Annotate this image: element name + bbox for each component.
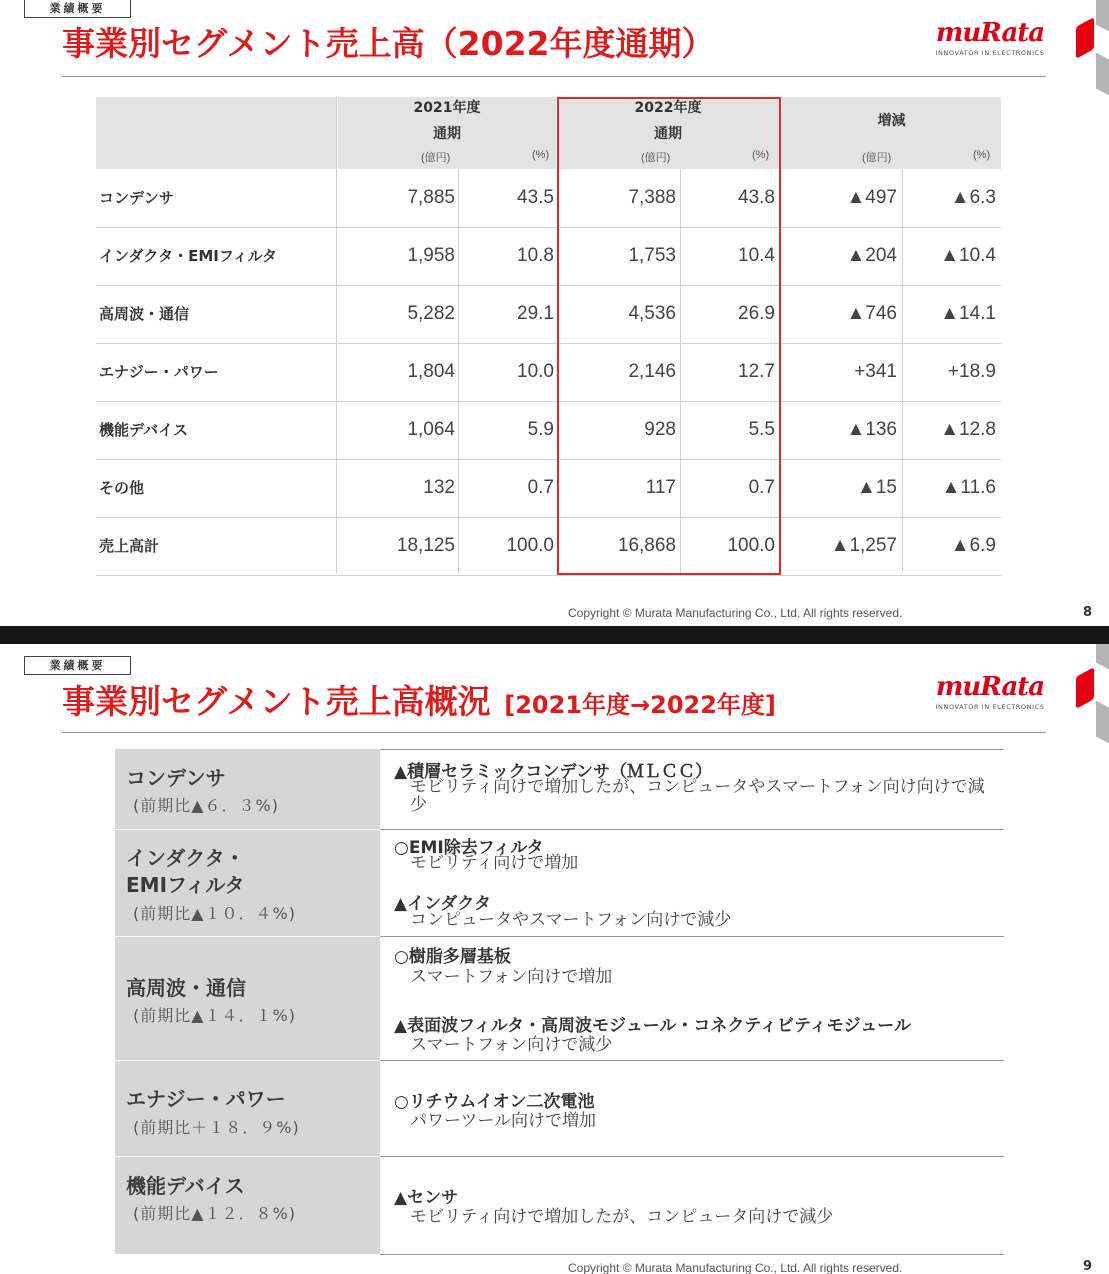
segment-yoy: (前期比▲１２．８%)	[133, 1204, 296, 1223]
section-tag: 業績概要	[24, 0, 131, 18]
section-tag: 業績概要	[24, 656, 131, 675]
product-description: パワーツール向けで増加	[410, 1111, 596, 1131]
slide-segment-overview	[0, 644, 1109, 1274]
product-description: モビリティ向けで増加したが、コンピュータ向けで減少	[410, 1207, 834, 1227]
segment-yoy: (前期比＋１８．９%)	[133, 1118, 300, 1137]
unit-label: (億円)	[421, 152, 451, 164]
product-heading: ○EMI除去フィルタ	[394, 838, 544, 858]
table-row-total: 売上高計 18,125 100.0 16,868 100.0 ▲1,257 ▲6.9	[96, 517, 1001, 576]
corner-decoration	[1076, 0, 1109, 100]
table-row: インダクタ・EMIフィルタ 1,958 10.8 1,753 10.4 ▲204 ▲10.4	[96, 227, 1001, 286]
header-fy2022: 2022年度 通期	[634, 100, 702, 142]
fy2022-highlight-box	[557, 97, 781, 575]
slide-separator	[0, 626, 1109, 644]
page-number: 8	[1083, 605, 1093, 620]
segment-name: インダクタ・	[126, 846, 245, 870]
product-description: モビリティ向けで増加したが、コンピュータやスマートフォン向け向けで減少	[410, 777, 985, 815]
unit-label: (%)	[752, 149, 770, 161]
segment-name: エナジー・パワー	[126, 1087, 286, 1111]
product-heading: ▲表面波フィルタ・高周波モジュール・コネクティビティモジュール	[394, 1016, 911, 1036]
table-row: 高周波・通信 5,282 29.1 4,536 26.9 ▲746 ▲14.1	[96, 285, 1001, 344]
header-change: 増減	[877, 113, 906, 129]
segment-yoy: (前期比▲１４．１%)	[133, 1006, 296, 1025]
segment-yoy: (前期比▲１０．４%)	[133, 904, 296, 923]
logo-tagline: INNOVATOR IN ELECTRONICS	[935, 703, 1045, 711]
corner-decoration	[1076, 644, 1109, 754]
slide-title: 事業別セグメント売上高（2022年度通期）	[62, 24, 715, 63]
title-underline	[62, 76, 1046, 77]
slide-title: 事業別セグメント売上高概況 [2021年度→2022年度]	[62, 682, 776, 721]
unit-label: (%)	[973, 149, 991, 161]
segment-name: 機能デバイス	[126, 1174, 245, 1198]
logo-mark: muRata	[935, 672, 1045, 702]
product-heading: ○リチウムイオン二次電池	[394, 1092, 595, 1112]
product-description: コンピュータやスマートフォン向けで減少	[410, 910, 732, 930]
murata-logo	[934, 674, 1046, 711]
product-description: スマートフォン向けで増加	[410, 967, 613, 987]
logo-tagline: INNOVATOR IN ELECTRONICS	[935, 49, 1045, 57]
table-row: その他 132 0.7 117 0.7 ▲15 ▲11.6	[96, 459, 1001, 518]
product-description: モビリティ向けで増加	[410, 853, 579, 873]
header-fy2021: 2021年度 通期	[413, 100, 481, 142]
table-row: 機能デバイス 1,064 5.9 928 5.5 ▲136 ▲12.8	[96, 401, 1001, 460]
segment-name: 高周波・通信	[126, 976, 246, 1000]
unit-label: (億円)	[862, 152, 892, 164]
copyright: Copyright © Murata Manufacturing Co., Ltd. All rights reserved.	[568, 1261, 903, 1274]
title-underline	[62, 732, 1046, 733]
slide-subtitle: [2021年度→2022年度]	[504, 691, 776, 719]
segment-yoy: (前期比▲６．３%)	[133, 796, 279, 815]
segment-name: コンデンサ	[126, 766, 226, 790]
page-number: 9	[1083, 1259, 1093, 1274]
copyright: Copyright © Murata Manufacturing Co., Ltd. All rights reserved.	[568, 606, 903, 620]
product-heading: ▲積層セラミックコンデンサ（ＭＬＣＣ）	[394, 762, 713, 782]
product-heading: ▲インダクタ	[394, 894, 492, 914]
unit-label: (%)	[532, 149, 550, 161]
table-row: エナジー・パワー 1,804 10.0 2,146 12.7 +341 +18.9	[96, 343, 1001, 402]
table-row: コンデンサ 7,885 43.5 7,388 43.8 ▲497 ▲6.3	[96, 169, 1001, 228]
product-description: スマートフォン向けで減少	[410, 1035, 613, 1055]
unit-label: (億円)	[641, 152, 671, 164]
logo-mark: muRata	[935, 18, 1045, 48]
murata-logo	[934, 20, 1046, 57]
table-header	[96, 97, 1001, 169]
product-heading: ○樹脂多層基板	[394, 947, 511, 967]
slide-segment-sales	[0, 0, 1109, 626]
segment-name: EMIフィルタ	[126, 873, 245, 897]
product-heading: ▲センサ	[394, 1188, 459, 1208]
